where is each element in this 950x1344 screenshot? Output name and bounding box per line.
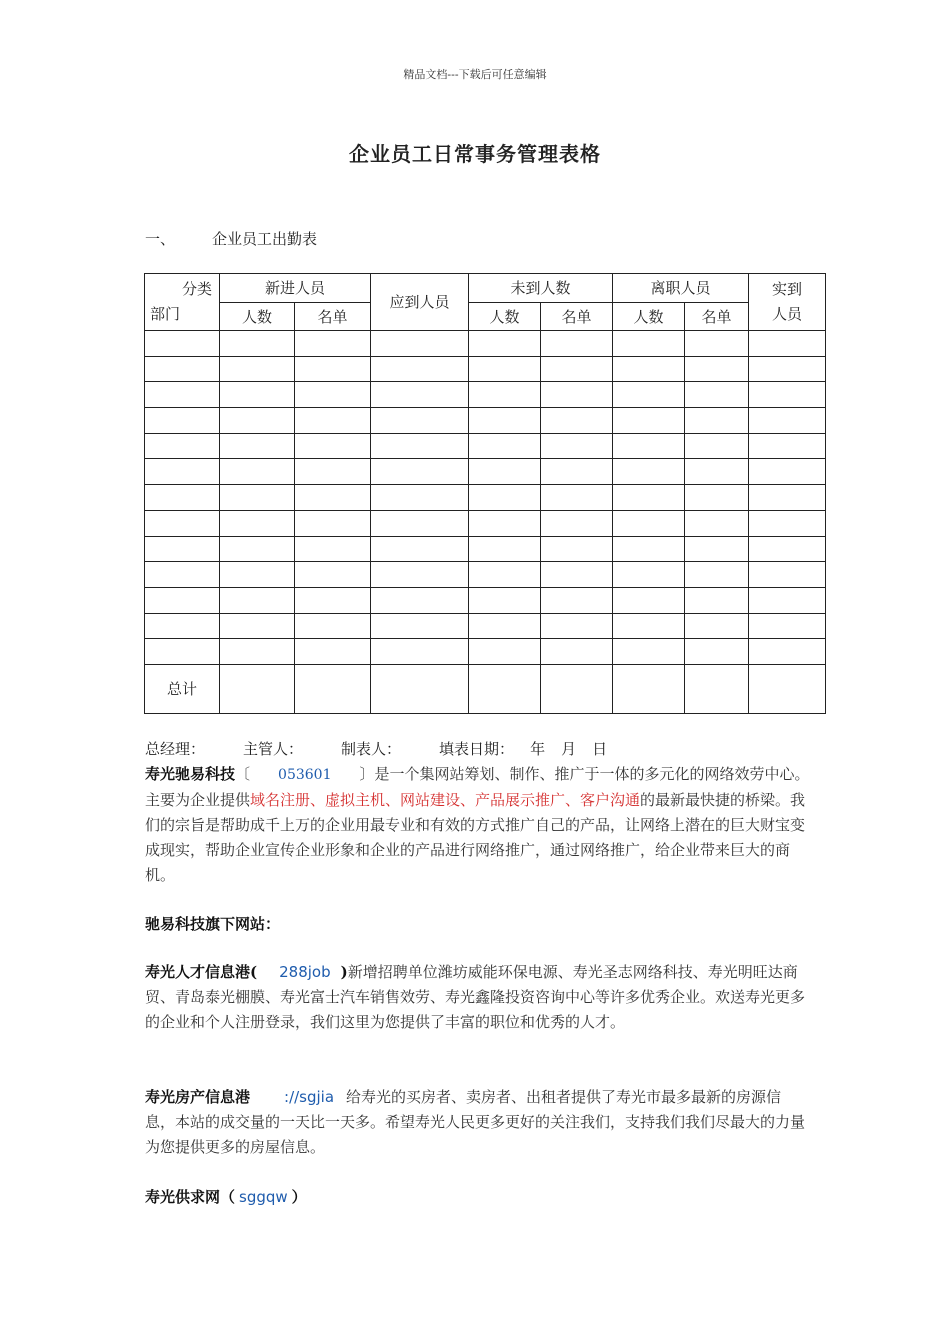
- table-cell[interactable]: [749, 485, 826, 511]
- signoff-line: [145, 738, 645, 759]
- table-cell[interactable]: [145, 536, 220, 562]
- table-cell[interactable]: [295, 613, 371, 639]
- year-label: 年: [530, 740, 546, 758]
- table-cell[interactable]: [749, 613, 826, 639]
- table-cell[interactable]: [613, 639, 685, 665]
- table-cell[interactable]: [469, 331, 541, 357]
- table-cell[interactable]: [371, 459, 469, 485]
- table-cell[interactable]: [685, 639, 749, 665]
- table-cell[interactable]: [685, 331, 749, 357]
- table-cell[interactable]: [749, 331, 826, 357]
- table-cell[interactable]: [295, 536, 371, 562]
- actual-staff-header: [749, 274, 826, 331]
- table-cell[interactable]: [749, 536, 826, 562]
- actual-staff-label-1: 实到: [772, 280, 803, 298]
- table-cell[interactable]: [749, 664, 826, 713]
- table-cell[interactable]: [295, 331, 371, 357]
- new-staff-count-header: 人数: [220, 302, 295, 331]
- preparer-label: 制表人：: [341, 740, 402, 758]
- day-label: 日: [592, 740, 608, 758]
- date-label: 填表日期：: [439, 740, 515, 758]
- resigned-list-header: 名单: [685, 302, 749, 331]
- company-code: 053601: [278, 767, 332, 783]
- table-cell[interactable]: [220, 356, 295, 382]
- table-cell[interactable]: [220, 331, 295, 357]
- table-cell[interactable]: [541, 639, 613, 665]
- table-cell[interactable]: [469, 664, 541, 713]
- new-staff-header: 新进人员: [220, 274, 371, 303]
- table-row: [145, 382, 826, 408]
- table-cell[interactable]: [220, 382, 295, 408]
- table-cell[interactable]: [685, 459, 749, 485]
- table-cell[interactable]: [749, 562, 826, 588]
- table-cell[interactable]: [220, 408, 295, 434]
- site-name: 寿光人才信息港(: [145, 963, 258, 981]
- site-link[interactable]: sggqw: [239, 1188, 288, 1206]
- table-cell[interactable]: [613, 587, 685, 613]
- table-cell[interactable]: [295, 382, 371, 408]
- table-cell[interactable]: [685, 356, 749, 382]
- site-name: 寿光供求网（: [145, 1188, 236, 1206]
- table-cell[interactable]: [613, 408, 685, 434]
- total-row: [145, 664, 826, 713]
- table-row: [145, 356, 826, 382]
- category-department-cell: [145, 274, 220, 331]
- table-cell[interactable]: [295, 664, 371, 713]
- table-row: [145, 459, 826, 485]
- site-name: 寿光房产信息港: [145, 1088, 251, 1106]
- table-cell[interactable]: [541, 433, 613, 459]
- supervisor-label: 主管人：: [243, 740, 304, 758]
- table-cell[interactable]: [469, 459, 541, 485]
- table-cell[interactable]: [749, 510, 826, 536]
- table-cell[interactable]: [145, 433, 220, 459]
- table-cell[interactable]: [749, 459, 826, 485]
- attendance-table: [144, 273, 826, 714]
- table-cell[interactable]: [145, 356, 220, 382]
- table-cell[interactable]: [220, 510, 295, 536]
- corner-department-label: 部门: [150, 305, 181, 323]
- site-link[interactable]: 288job: [279, 963, 331, 981]
- table-cell[interactable]: [145, 459, 220, 485]
- site-close-paren: ）: [291, 1188, 307, 1206]
- table-cell[interactable]: [749, 408, 826, 434]
- table-cell[interactable]: [541, 613, 613, 639]
- table-cell[interactable]: [220, 459, 295, 485]
- table-cell[interactable]: [371, 433, 469, 459]
- table-cell[interactable]: [371, 408, 469, 434]
- table-cell[interactable]: [220, 536, 295, 562]
- absent-count-header: 人数: [469, 302, 541, 331]
- table-cell[interactable]: [295, 562, 371, 588]
- table-cell[interactable]: [541, 562, 613, 588]
- table-cell[interactable]: [613, 459, 685, 485]
- table-cell[interactable]: [145, 331, 220, 357]
- table-cell[interactable]: [613, 562, 685, 588]
- table-cell[interactable]: [295, 459, 371, 485]
- site-close-paren: ): [340, 963, 348, 981]
- table-cell[interactable]: [613, 510, 685, 536]
- table-cell[interactable]: [220, 664, 295, 713]
- table-cell[interactable]: [541, 587, 613, 613]
- sites-heading-text: 驰易科技旗下网站：: [145, 915, 281, 933]
- company-intro: 寿光驰易科技〔 053601 〕是一个集网站筹划、制作、推广于一体的多元化的网络效劳中心。主要为企业提供域名注册、虚拟主机、网站建设、产品展示推广、客户沟通的最新最快捷的桥梁。我们的宗旨是帮助成千上万的企业用最专业和有效的方式推广自己的产品，让网络上潜在的巨大财宝变成现实，帮助企业宣传企业形象和企业的产品进行网络推广，通过网络推广，给企业带来巨大的商机。: [145, 765, 810, 884]
- document-title: 企业员工日常事务管理表格: [349, 142, 601, 166]
- table-cell[interactable]: [371, 331, 469, 357]
- table-cell[interactable]: [295, 356, 371, 382]
- table-cell[interactable]: [371, 356, 469, 382]
- resigned-count-header: 人数: [613, 302, 685, 331]
- table-subheader-row: [145, 302, 826, 331]
- table-cell[interactable]: [145, 562, 220, 588]
- company-intro-text-2: 的最新最快捷的桥梁。我们的宗旨是帮助成千上万的企业用最专业和有效的方式推广自己的产品，让网络上潜在的巨大财宝变成现实，帮助企业宣传企业形象和企业的产品进行网络推广，通过网络推广，给企业带来巨大的商机。: [145, 791, 806, 884]
- table-cell[interactable]: [613, 613, 685, 639]
- sites-heading: [145, 912, 810, 937]
- site-link[interactable]: ://sgjia: [284, 1088, 335, 1106]
- table-cell[interactable]: [145, 408, 220, 434]
- table-cell[interactable]: [685, 613, 749, 639]
- table-cell[interactable]: [749, 587, 826, 613]
- table-cell[interactable]: [295, 433, 371, 459]
- section-number: 一、: [145, 230, 176, 248]
- table-cell[interactable]: [541, 536, 613, 562]
- table-cell[interactable]: [469, 485, 541, 511]
- table-cell[interactable]: [541, 664, 613, 713]
- site-entry-supply: [145, 1185, 810, 1210]
- table-cell[interactable]: [749, 433, 826, 459]
- company-name: 寿光驰易科技: [145, 765, 236, 783]
- absent-header: 未到人数: [469, 274, 613, 303]
- table-cell[interactable]: [469, 408, 541, 434]
- table-cell[interactable]: [220, 639, 295, 665]
- table-cell[interactable]: [295, 510, 371, 536]
- table-cell[interactable]: [613, 433, 685, 459]
- table-cell[interactable]: [145, 587, 220, 613]
- table-row: [145, 613, 826, 639]
- table-cell[interactable]: [685, 408, 749, 434]
- table-cell[interactable]: [541, 356, 613, 382]
- table-cell[interactable]: [685, 664, 749, 713]
- table-header-row: [145, 274, 826, 303]
- table-cell[interactable]: [371, 485, 469, 511]
- company-intro-text-1: 是一个集网站筹划、制作、推广于一体的多元化的网络效劳中心。主要为企业提供: [145, 765, 810, 809]
- total-label: 总计: [145, 664, 220, 713]
- table-cell[interactable]: [541, 459, 613, 485]
- table-cell[interactable]: [371, 536, 469, 562]
- page-header: 精品文档---下载后可任意编辑: [403, 68, 547, 81]
- manager-label: 总经理：: [145, 740, 206, 758]
- table-cell[interactable]: [145, 613, 220, 639]
- table-cell[interactable]: [469, 613, 541, 639]
- table-cell[interactable]: [295, 639, 371, 665]
- table-cell[interactable]: [469, 433, 541, 459]
- table-cell[interactable]: [469, 356, 541, 382]
- table-row: [145, 562, 826, 588]
- table-cell[interactable]: [541, 485, 613, 511]
- section-name: 企业员工出勤表: [212, 230, 318, 248]
- table-cell[interactable]: [220, 613, 295, 639]
- table-cell[interactable]: [613, 485, 685, 511]
- table-cell[interactable]: [613, 382, 685, 408]
- table-cell[interactable]: [371, 639, 469, 665]
- table-cell[interactable]: [469, 536, 541, 562]
- table-cell[interactable]: [371, 382, 469, 408]
- table-row: [145, 408, 826, 434]
- table-row: [145, 485, 826, 511]
- table-cell[interactable]: [749, 382, 826, 408]
- services-link[interactable]: 域名注册、虚拟主机、网站建设、产品展示推广、客户沟通: [250, 791, 641, 809]
- table-cell[interactable]: [469, 382, 541, 408]
- table-cell[interactable]: [145, 639, 220, 665]
- table-row: [145, 331, 826, 357]
- table-row: [145, 639, 826, 665]
- table-cell[interactable]: [749, 639, 826, 665]
- table-cell[interactable]: [685, 382, 749, 408]
- table-row: [145, 536, 826, 562]
- new-staff-list-header: 名单: [295, 302, 371, 331]
- month-label: 月: [561, 740, 577, 758]
- expected-staff-header: 应到人员: [371, 274, 469, 331]
- site-description: 新增招聘单位潍坊威能环保电源、寿光圣志网络科技、寿光明旺达商贸、青岛泰光棚膜、寿光富士汽车销售效劳、寿光鑫隆投资咨询中心等许多优秀企业。欢送寿光更多的企业和个人注册登录，我们这里为您提供了丰富的职位和优秀的人才。: [145, 963, 806, 1031]
- table-cell[interactable]: [145, 382, 220, 408]
- table-cell[interactable]: [295, 485, 371, 511]
- table-cell[interactable]: [220, 485, 295, 511]
- table-cell[interactable]: [613, 331, 685, 357]
- table-cell[interactable]: [220, 587, 295, 613]
- table-row: [145, 433, 826, 459]
- table-cell[interactable]: [541, 510, 613, 536]
- table-cell[interactable]: [371, 562, 469, 588]
- table-cell[interactable]: [541, 408, 613, 434]
- table-cell[interactable]: [749, 356, 826, 382]
- table-cell[interactable]: [371, 510, 469, 536]
- table-cell[interactable]: [685, 485, 749, 511]
- table-cell[interactable]: [145, 485, 220, 511]
- table-cell[interactable]: [541, 382, 613, 408]
- table-cell[interactable]: [613, 536, 685, 562]
- table-cell[interactable]: [685, 587, 749, 613]
- site-entry-housing: [145, 1085, 810, 1160]
- table-row: [145, 510, 826, 536]
- table-cell[interactable]: [469, 587, 541, 613]
- table-cell[interactable]: [145, 510, 220, 536]
- resigned-header: 离职人员: [613, 274, 749, 303]
- table-cell[interactable]: [295, 587, 371, 613]
- table-cell[interactable]: [220, 562, 295, 588]
- actual-staff-label-2: 人员: [772, 305, 803, 323]
- table-cell[interactable]: [469, 510, 541, 536]
- table-cell[interactable]: [685, 510, 749, 536]
- site-description: 给寿光的买房者、卖房者、出租者提供了寿光市最多最新的房源信息，本站的成交量的一天比一天多。希望寿光人民更多更好的关注我们，支持我们我们尽最大的力量为您提供更多的房屋信息。: [145, 1088, 806, 1156]
- table-cell[interactable]: [371, 664, 469, 713]
- table-cell[interactable]: [613, 664, 685, 713]
- table-cell[interactable]: [541, 331, 613, 357]
- table-cell[interactable]: [371, 587, 469, 613]
- table-cell[interactable]: [295, 408, 371, 434]
- table-cell[interactable]: [469, 562, 541, 588]
- section-heading: [145, 228, 317, 249]
- corner-category-label: 分类: [181, 280, 212, 298]
- site-entry-talent: [145, 960, 810, 1035]
- table-cell[interactable]: [613, 356, 685, 382]
- table-row: [145, 587, 826, 613]
- table-cell[interactable]: [685, 536, 749, 562]
- table-cell[interactable]: [685, 433, 749, 459]
- table-cell[interactable]: [685, 562, 749, 588]
- table-cell[interactable]: [469, 639, 541, 665]
- table-cell[interactable]: [371, 613, 469, 639]
- absent-list-header: 名单: [541, 302, 613, 331]
- table-cell[interactable]: [220, 433, 295, 459]
